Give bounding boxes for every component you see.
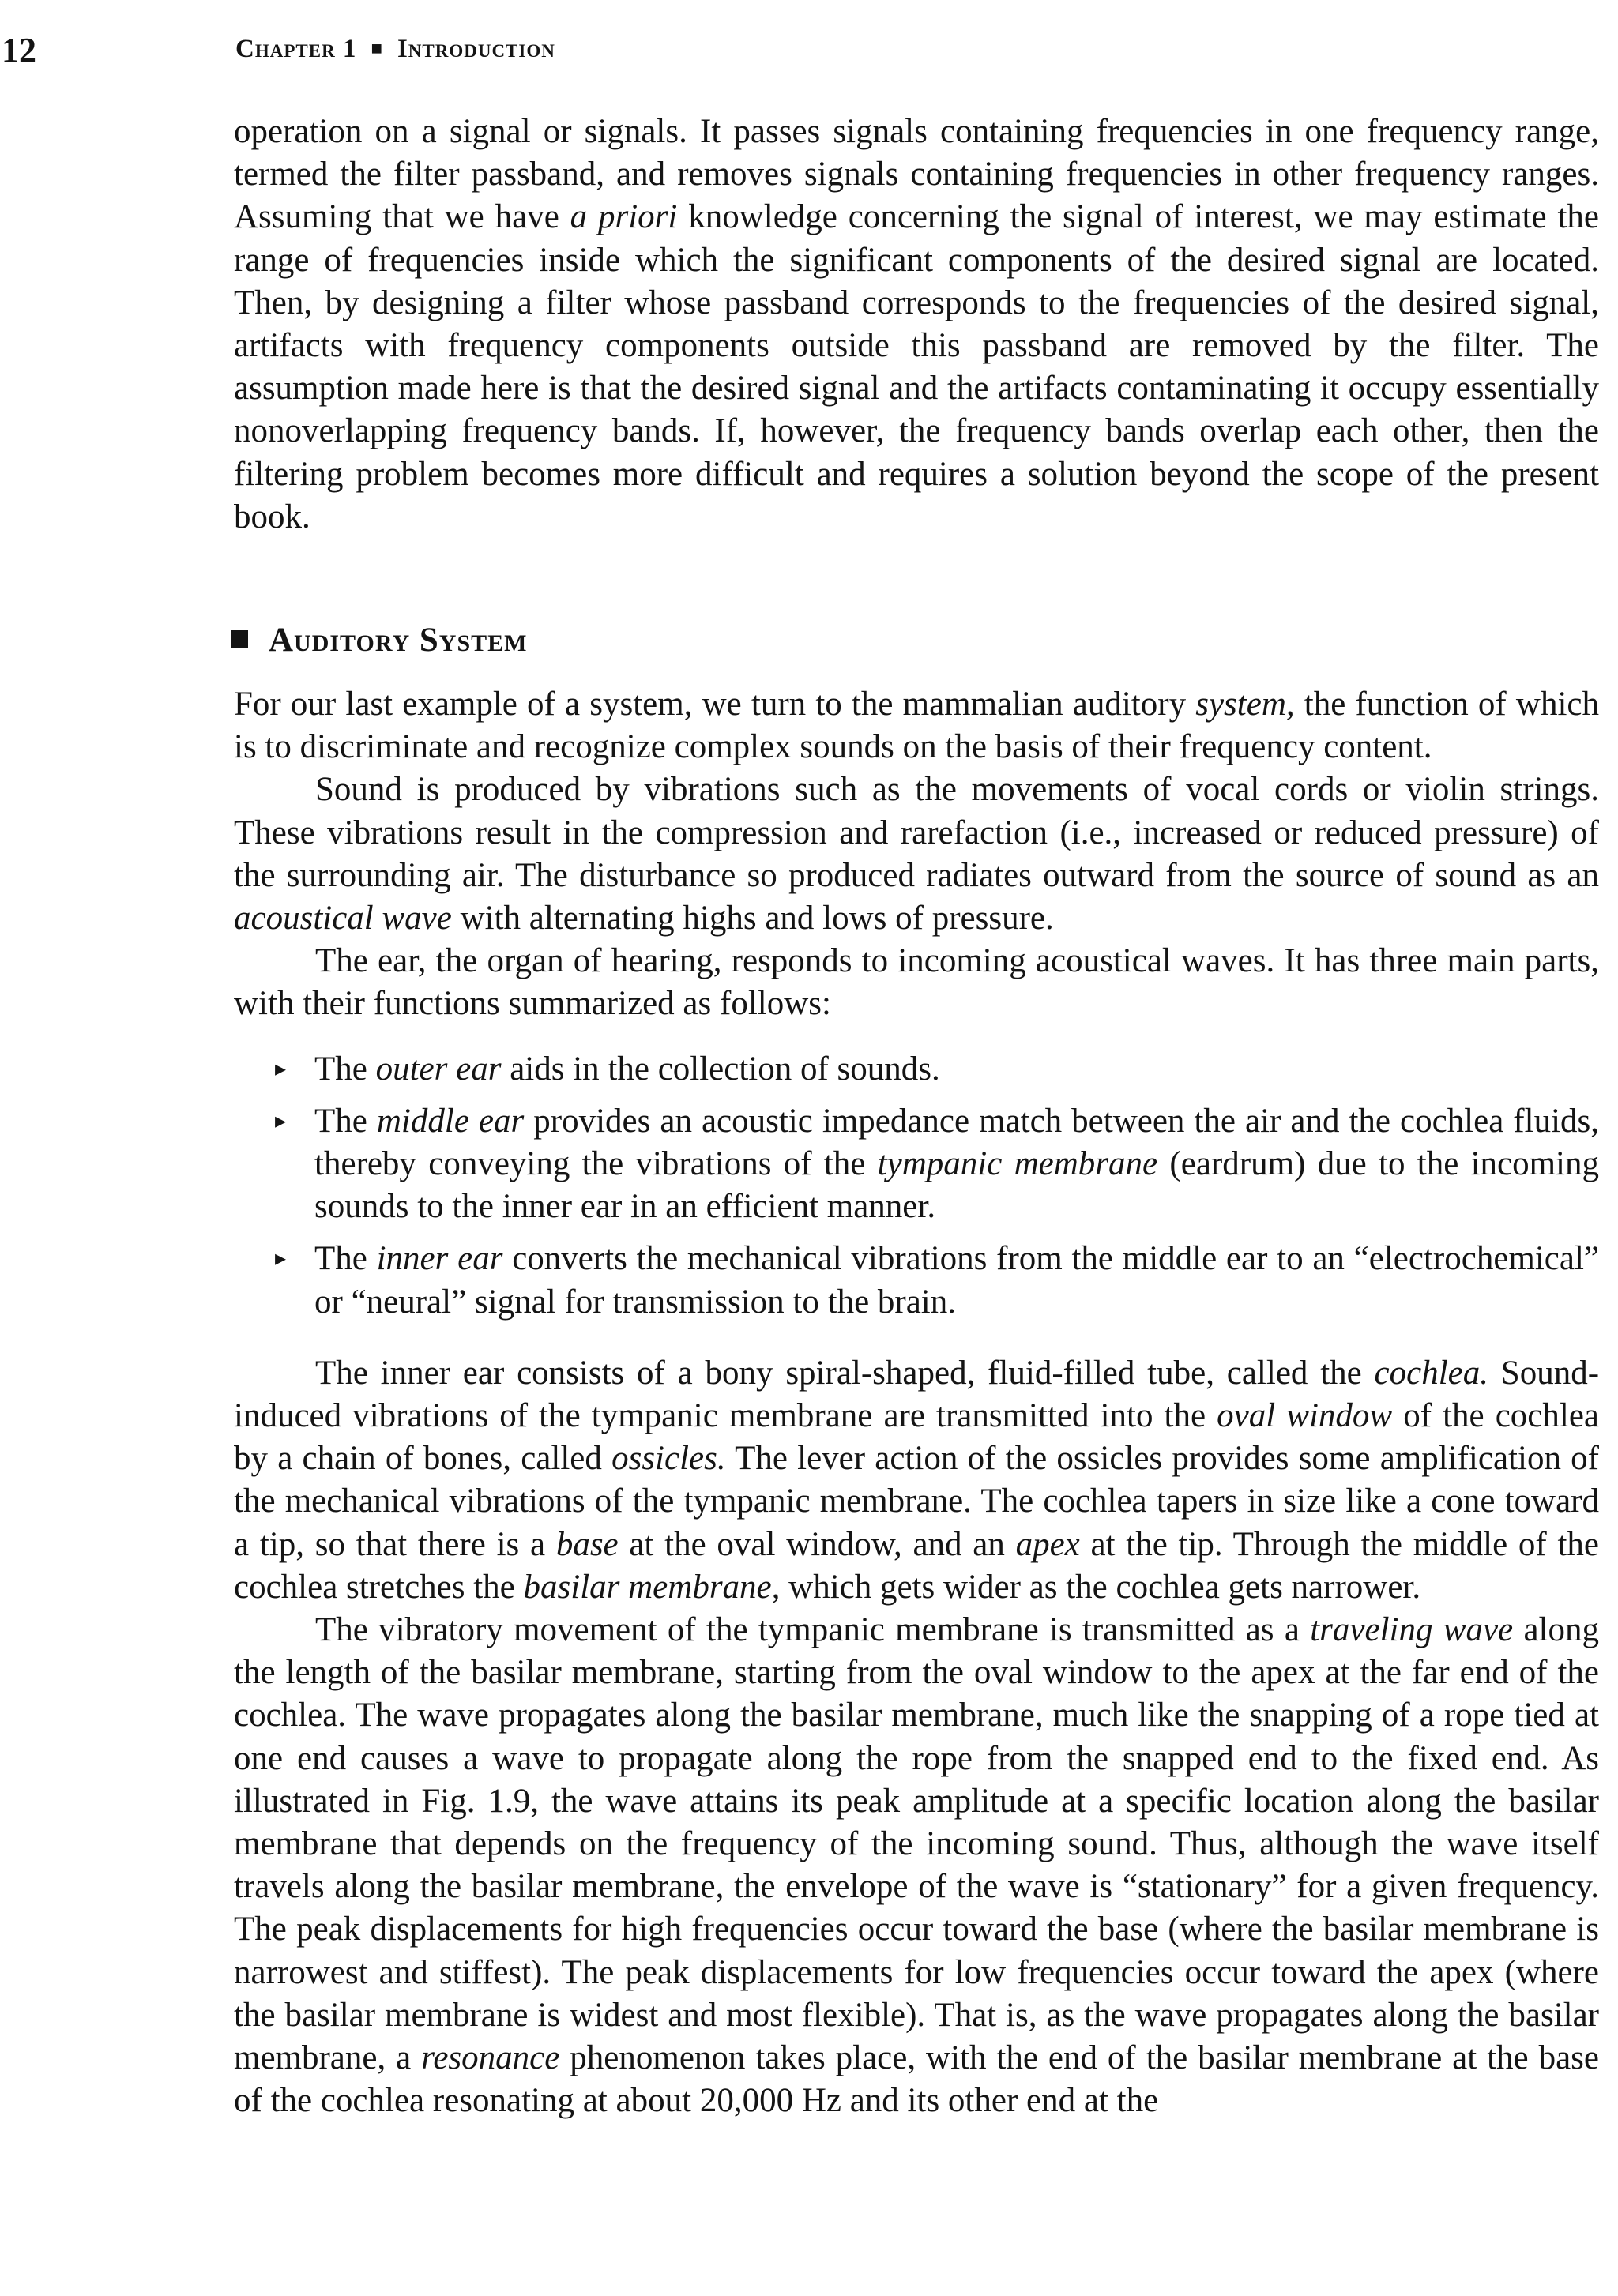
text-run: of the cochlea by a chain of bones, called	[234, 1397, 1600, 1478]
paragraph-ear: The ear, the organ of hearing, responds to incoming acoustical waves. It has three main parts, with their functions summarized as follows:	[234, 942, 1599, 1023]
text-run: The	[314, 1050, 376, 1088]
emphasis: apex	[1015, 1525, 1080, 1563]
text-run: at the oval window, and an	[618, 1525, 1016, 1563]
section-heading	[231, 621, 528, 659]
text-run: aids in the collection of sounds.	[501, 1050, 940, 1088]
text-run: The vibratory movement of the tympanic membrane is transmitted as a	[315, 1611, 1311, 1649]
text-run: phenomenon takes place, with the end of the basilar membrane at the base of the cochlea resonating at about 20,000 Hz and its other end at the	[234, 2039, 1599, 2120]
page-number: 12	[2, 31, 36, 70]
list-item	[275, 1100, 1600, 1229]
arrow-bullet-icon: ▸	[275, 1056, 287, 1081]
text-run: which gets wider as the cochlea gets narrower.	[780, 1568, 1421, 1606]
text-run: converts the mechanical vibrations from the middle ear to an “electrochemical” or “neural” signal for transmission to the brain.	[314, 1240, 1600, 1321]
text-run: with alternating highs and lows of pressure.	[451, 900, 1054, 938]
text-run: provides an acoustic impedance match between the air and the cochlea fluids, thereby conveying the vibrations of the	[314, 1102, 1599, 1183]
text-run: Sound is produced by vibrations such as the movements of vocal cords or violin strings. These vibrations result in the compression and rarefaction (i.e., increased or reduced pressure) of the surrounding air. The disturbance so produced radiates outward from the source of sound as an	[234, 771, 1599, 894]
emphasis: system,	[1195, 686, 1295, 723]
emphasis: middle ear	[376, 1102, 525, 1140]
emphasis: resonance	[421, 2039, 560, 2077]
paragraph-traveling-wave	[234, 1609, 1599, 2122]
emphasis: cochlea.	[1374, 1354, 1488, 1392]
text-run: knowledge concerning the signal of interest, we may estimate the range of frequencies inside which the significant components of the desired signal are located. Then, by designing a filter whose passband corresponds to the frequencies of the desired signal, artifacts with frequency components outside this passband are removed by the filter. The assumption made here is that the desired signal and the artifacts contaminating it occupy essentially nonoverlapping frequency bands. If, however, the frequency bands overlap each other, then the filtering problem becomes more difficult and requires a solution beyond the scope of the present book.	[234, 198, 1599, 535]
chapter-title: Introduction	[397, 35, 555, 63]
emphasis: ossicles.	[611, 1440, 726, 1478]
intro-content	[234, 111, 1599, 539]
text-run: operation on a signal or signals. It passes signals containing frequencies in one frequency range, termed the filter passband, and removes signals containing frequencies in other frequency ranges. Assuming that we have	[234, 113, 1599, 236]
emphasis: basilar membrane,	[523, 1568, 781, 1606]
emphasis: acoustical wave	[234, 900, 452, 938]
list-item	[275, 1238, 1600, 1323]
text-run: For our last example of a system, we turn to the mammalian auditory	[234, 686, 1196, 723]
running-head	[235, 35, 555, 64]
text-run: Sound-induced vibrations of the tympanic membrane are transmitted into the	[234, 1354, 1600, 1435]
text-run: The	[314, 1240, 377, 1278]
emphasis: inner ear	[376, 1240, 503, 1278]
text-run: The lever action of the ossicles provides some amplification of the mechanical vibrations of the tympanic membrane. The cochlea tapers in size like a cone toward a tip, so that there is a	[234, 1440, 1599, 1563]
section-title: Auditory System	[269, 622, 528, 659]
text-run: the function of which is to discriminate and recognize complex sounds on the basis of their frequency content.	[234, 686, 1599, 766]
ear-parts-list	[234, 1048, 1599, 1324]
intro-paragraph	[234, 111, 1599, 539]
running-head-separator: ■	[371, 39, 383, 59]
chapter-label: Chapter 1	[235, 35, 357, 63]
square-bullet-icon	[231, 630, 248, 648]
text-run: The	[314, 1102, 377, 1140]
section-content	[234, 683, 1599, 2123]
emphasis: oval window	[1217, 1397, 1393, 1435]
arrow-bullet-icon: ▸	[275, 1108, 287, 1133]
emphasis: tympanic membrane	[877, 1145, 1158, 1183]
paragraph-sound	[234, 768, 1599, 940]
paragraph-inner-ear	[234, 1352, 1599, 1609]
arrow-bullet-icon: ▸	[275, 1246, 287, 1272]
text-run: at the tip. Through the middle of the cochlea stretches the	[234, 1525, 1599, 1606]
emphasis: traveling wave	[1310, 1611, 1514, 1649]
emphasis: outer ear	[375, 1050, 502, 1088]
emphasis: a priori	[570, 198, 678, 236]
emphasis: base	[555, 1525, 619, 1563]
paragraph-auditory-intro	[234, 683, 1599, 768]
text-run: (eardrum) due to the incoming sounds to the inner ear in an efficient manner.	[314, 1145, 1600, 1226]
list-item	[275, 1048, 1599, 1091]
text-run: along the length of the basilar membrane, starting from the oval window to the apex at the far end of the cochlea. The wave propagates along the basilar membrane, much like the snapping of a rope tied at one end causes a wave to propagate along the rope from the snapped end to the fixed end. As illustrated in Fig. 1.9, the wave attains its peak amplitude at a specific location along the basilar membrane that depends on the frequency of the incoming sound. Thus, although the wave itself travels along the basilar membrane, the envelope of the wave is “stationary” for a given frequency. The peak displacements for high frequencies occur toward the base (where the basilar membrane is narrowest and stiffest). The peak displacements for low frequencies occur toward the apex (where the basilar membrane is widest and most flexible). That is, as the wave propagates along the basilar membrane, a	[234, 1611, 1599, 2077]
text-run: The inner ear consists of a bony spiral-shaped, fluid-filled tube, called the	[315, 1354, 1375, 1392]
